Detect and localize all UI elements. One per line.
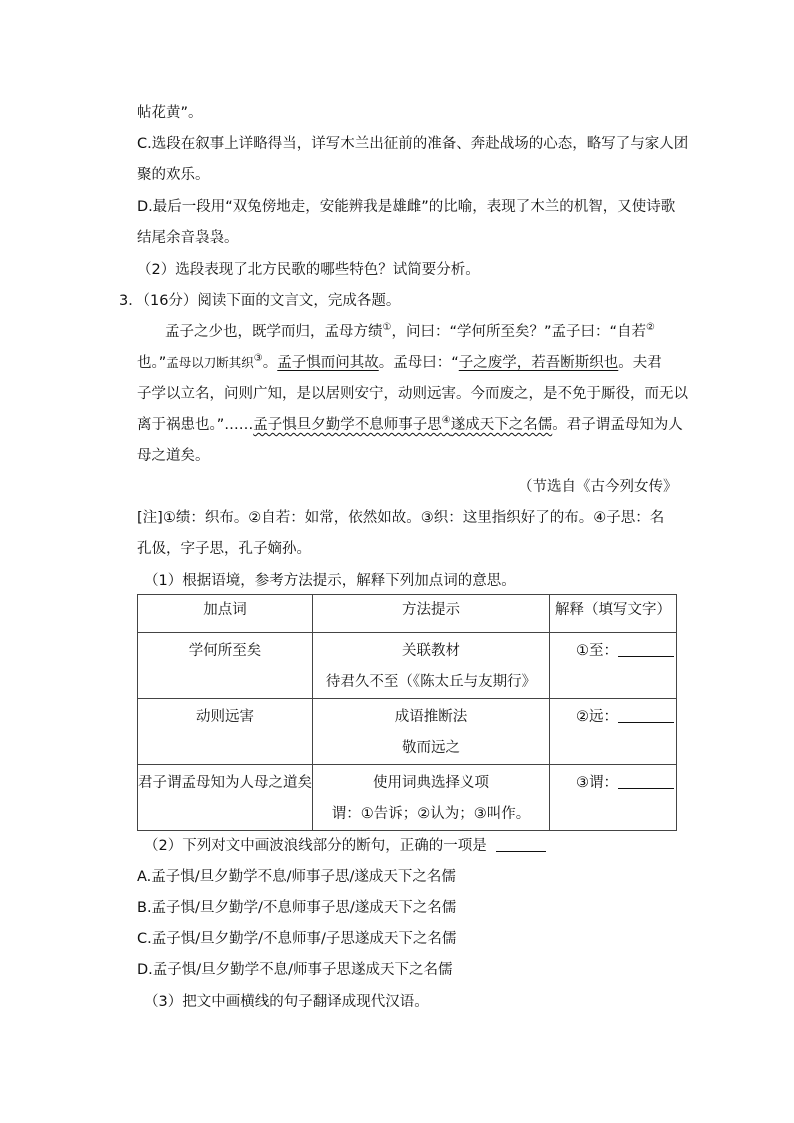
table-answer-label: ②远：	[576, 709, 618, 725]
note-marker-4: ④	[441, 415, 451, 426]
table-hint: 关联教材	[402, 643, 460, 659]
vocab-table	[137, 594, 677, 831]
table-hint-example: 敬而远之	[402, 740, 460, 756]
passage-source: （节选自《古今列女传》	[518, 479, 678, 495]
table-answer-label: ①至：	[576, 643, 618, 659]
option-c-line2: 聚的欢乐。	[137, 167, 210, 183]
underlined-sentence-2: 子之废学，若吾断斯织也	[458, 355, 619, 371]
passage-line-5: 母之道矣。	[137, 448, 210, 464]
option-c: C.孟子惧/旦夕勤学/不息师事/子思遂成天下之名儒	[137, 931, 457, 947]
notes-line-2: 孔伋，字子思，孔子嫡孙。	[137, 541, 311, 557]
note-marker-2: ②	[646, 322, 655, 333]
question-2: （2）选段表现了北方民歌的哪些特色？试简要分析。	[137, 262, 480, 278]
subquestion-1: （1）根据语境，参考方法提示，解释下列加点词的意思。	[144, 573, 516, 589]
note-marker-1: ①	[382, 322, 392, 333]
table-answer-label: ③谓：	[576, 775, 618, 791]
notes-line-1: [注]①绩：织布。②自若：如常，依然如故。③织：这里指织好了的布。④子思：名	[137, 510, 665, 526]
text-line: 帖花黄”。	[137, 105, 203, 121]
table-hint-example: 谓：①告诉；②认为；③叫作。	[331, 806, 531, 822]
question-3-header: 3．（16分）阅读下面的文言文，完成各题。	[119, 293, 401, 309]
subquestion-3: （3）把文中画横线的句子翻译成现代汉语。	[144, 994, 429, 1010]
option-a: A.孟子惧/旦夕勤学不息/师事子思/遂成天下之名儒	[137, 869, 456, 885]
answer-blank[interactable]	[496, 837, 546, 852]
answer-blank[interactable]	[618, 774, 674, 789]
passage-line-2: 也。”孟母以刀断其织③。孟子惧而问其故。孟母曰：“子之废学，若吾断斯织也。夫君	[137, 353, 662, 371]
table-word: 动则远害	[196, 709, 254, 725]
option-d: D.孟子惧/旦夕勤学不息/师事子思遂成天下之名儒	[137, 962, 453, 978]
option-d-line1: D.最后一段用“双兔傍地走，安能辨我是雄雌”的比喻，表现了木兰的机智，又使诗歌	[137, 199, 676, 215]
option-b: B.孟子惧/旦夕勤学/不息师事子思/遂成天下之名儒	[137, 900, 457, 916]
table-header: 方法提示	[313, 595, 550, 633]
answer-blank[interactable]	[618, 708, 674, 723]
passage-line-4: 离于祸患也。”……孟子惧旦夕勤学不息师事子思④遂成天下之名儒。君子谓孟母知为人	[137, 415, 683, 433]
passage-line-3: 子学以立名，问则广知，是以居则安宁，动则远害。今而废之，是不免于厮役，而无以	[137, 386, 688, 402]
table-row	[138, 699, 677, 765]
subquestion-2: （2）下列对文中画波浪线部分的断句，正确的一项是	[144, 836, 546, 856]
option-c-line1: C.选段在叙事上详略得当，详写木兰出征前的准备、奔赴战场的心态，略写了与家人团	[137, 136, 689, 152]
answer-blank[interactable]	[618, 642, 674, 657]
option-d-line2: 结尾余音袅袅。	[137, 230, 239, 246]
wavy-sentence: 孟子惧旦夕勤学不息师事子思④遂成天下之名儒	[253, 415, 553, 433]
table-header: 解释（填写文字）	[550, 595, 677, 633]
table-word: 君子谓孟母知为人母之道矣	[138, 775, 312, 791]
table-header: 加点词	[138, 595, 313, 633]
table-row	[138, 633, 677, 699]
table-hint: 使用词典选择义项	[373, 775, 489, 791]
table-row	[138, 765, 677, 831]
table-header-row	[138, 595, 677, 633]
table-hint: 成语推断法	[394, 709, 468, 725]
note-marker-3: ③	[253, 353, 263, 364]
underlined-sentence-1: 孟子惧而问其故	[277, 355, 379, 371]
table-word: 学何所至矣	[188, 643, 262, 659]
passage-line-1: 孟子之少也，既学而归，孟母方绩①，问曰：“学何所至矣？”孟子曰：“自若②	[165, 322, 655, 340]
table-hint-example: 待君久不至（《陈太丘与友期行》	[325, 674, 537, 690]
